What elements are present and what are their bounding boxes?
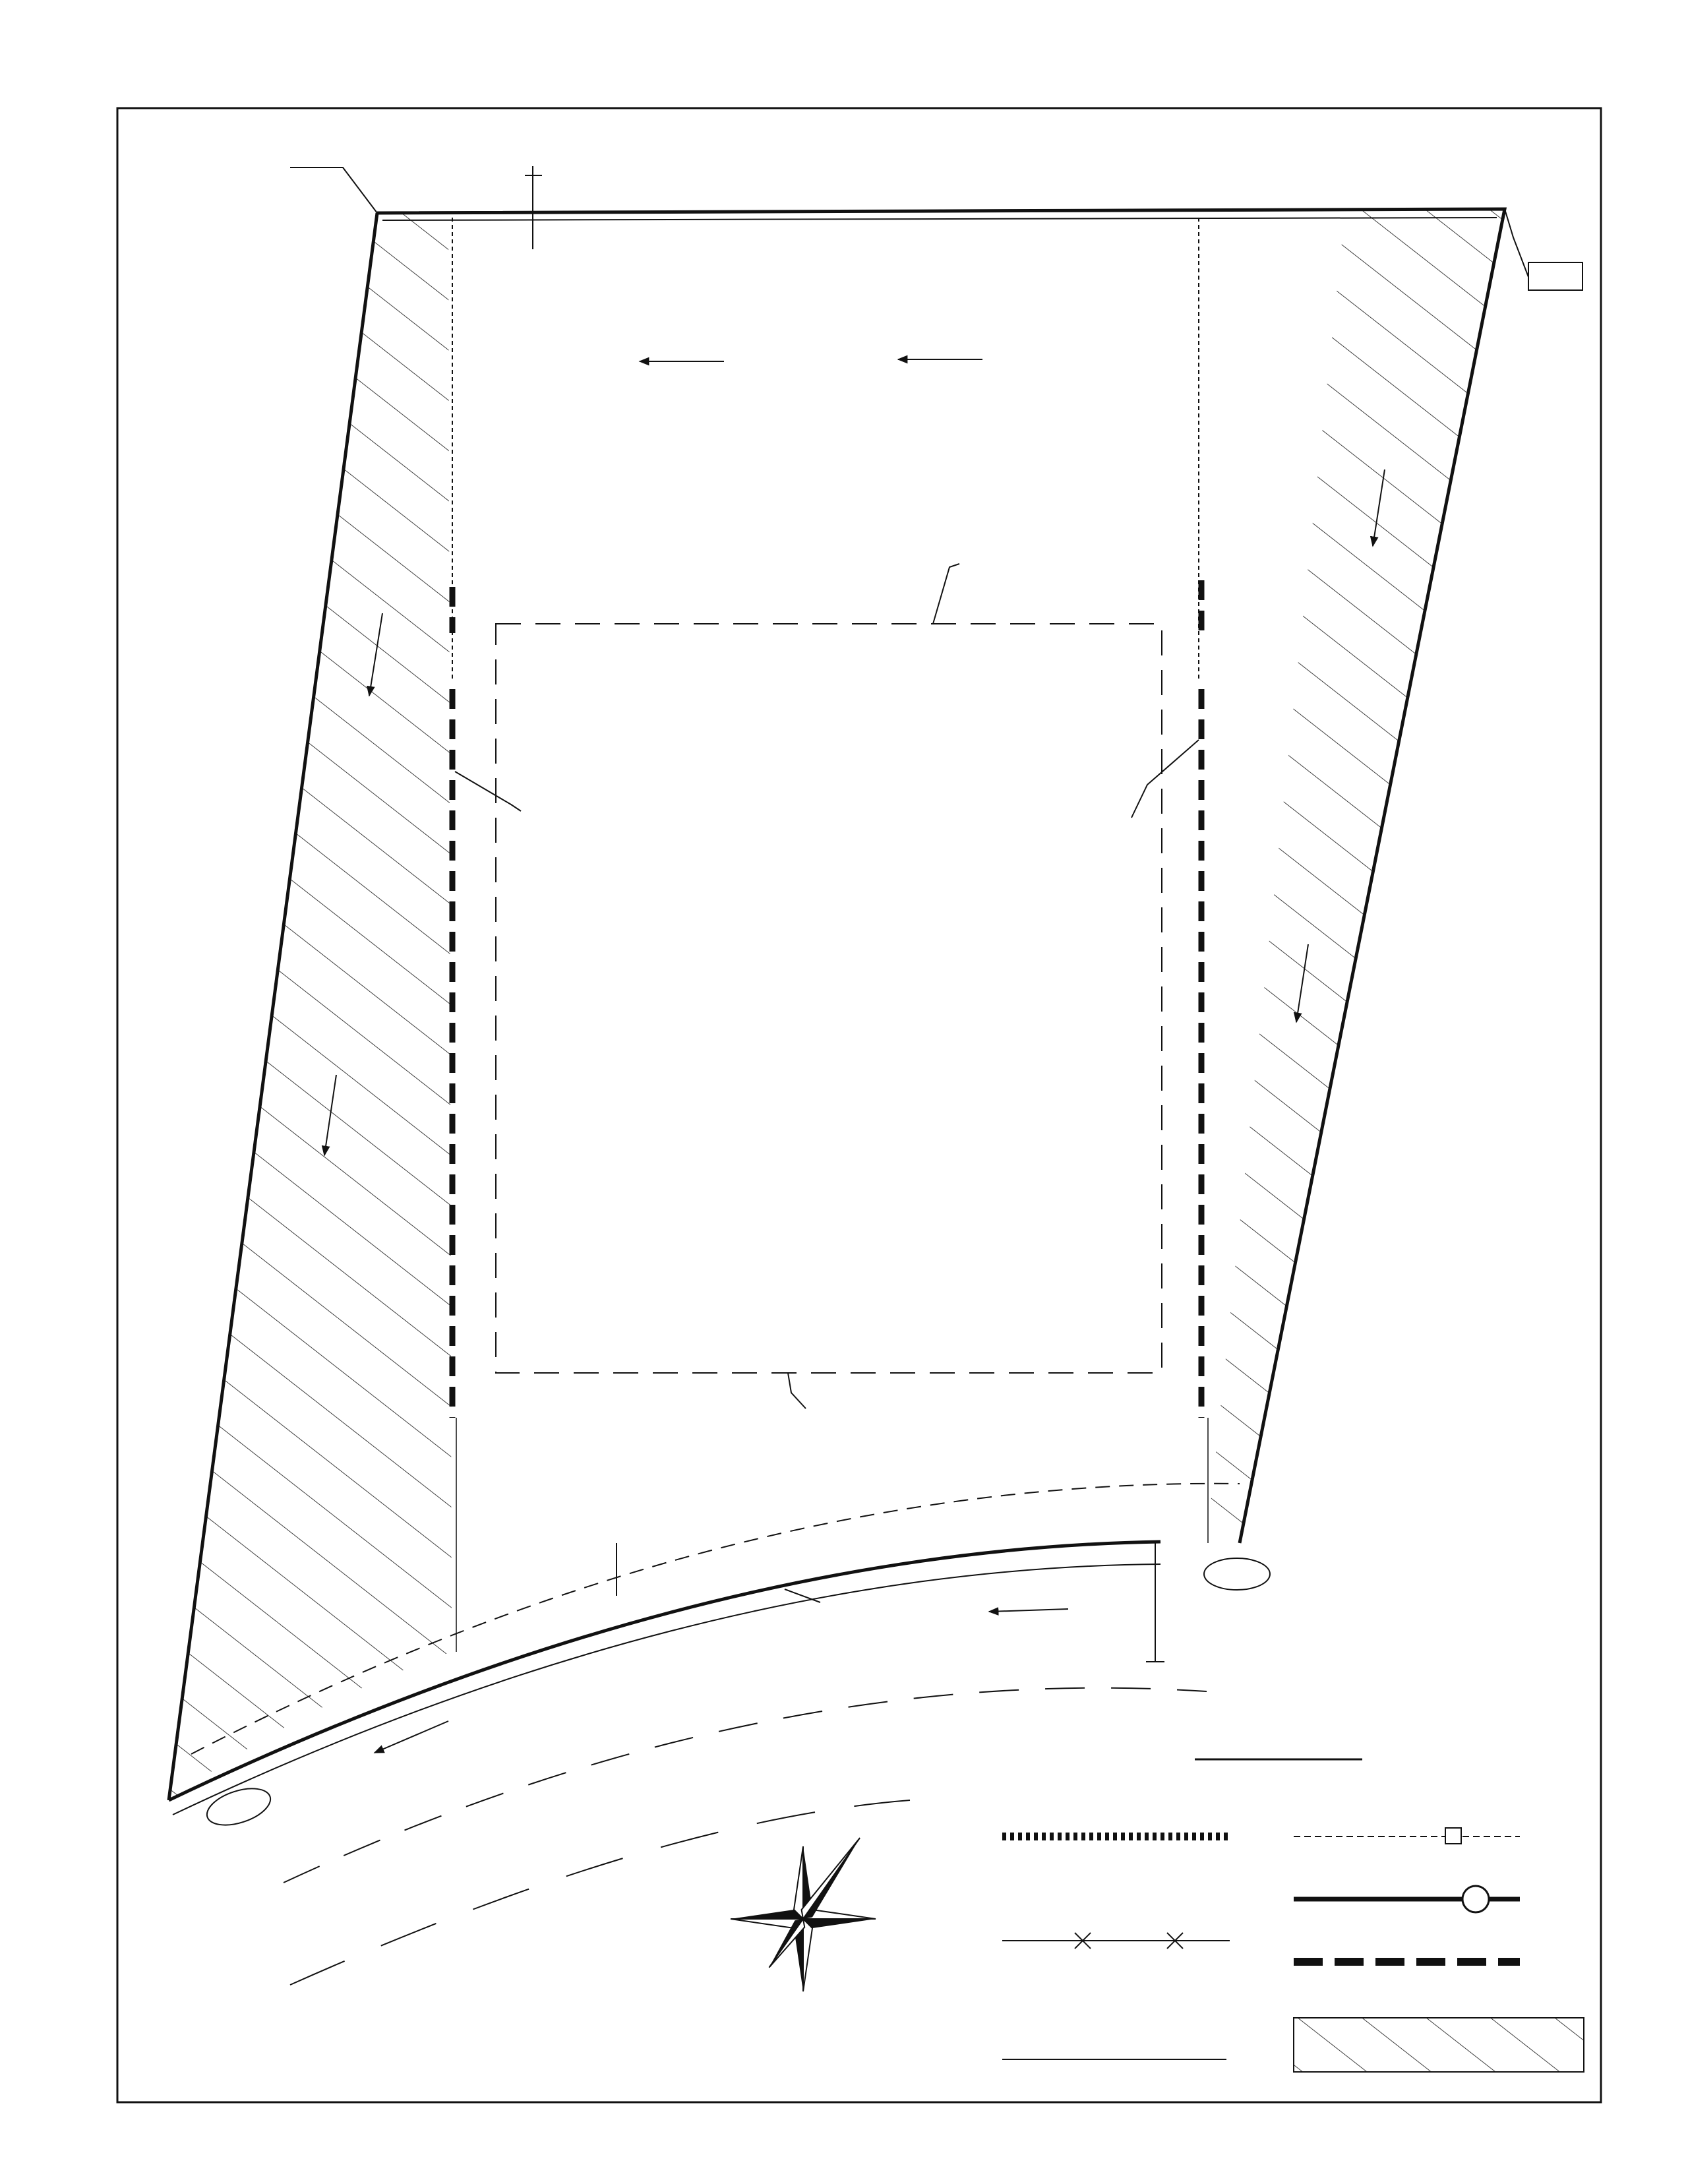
elevated-pad-outline — [496, 624, 1162, 1373]
left-drainage-area — [169, 213, 452, 1800]
hatched-box-symbol — [1294, 2018, 1584, 2072]
vnae-fence-line — [382, 218, 1497, 220]
legend-optional-fence — [1002, 1933, 1230, 1949]
drainage-arrows — [324, 359, 1385, 1753]
north-arrow — [731, 1834, 876, 1991]
right-lot-line-lower — [456, 1418, 1208, 1652]
right-drainage-area — [1207, 209, 1505, 1543]
legend-perimeter-wall — [1294, 1886, 1520, 1912]
legend-restricted-drainage — [1294, 2018, 1584, 2072]
drainage-arrow — [375, 1721, 448, 1753]
legend-cmu-block — [1294, 1828, 1520, 1844]
drainage-arrow — [989, 1609, 1068, 1612]
street-edge-line — [284, 1688, 1207, 1883]
restricted-drainage-areas — [169, 209, 1505, 1800]
